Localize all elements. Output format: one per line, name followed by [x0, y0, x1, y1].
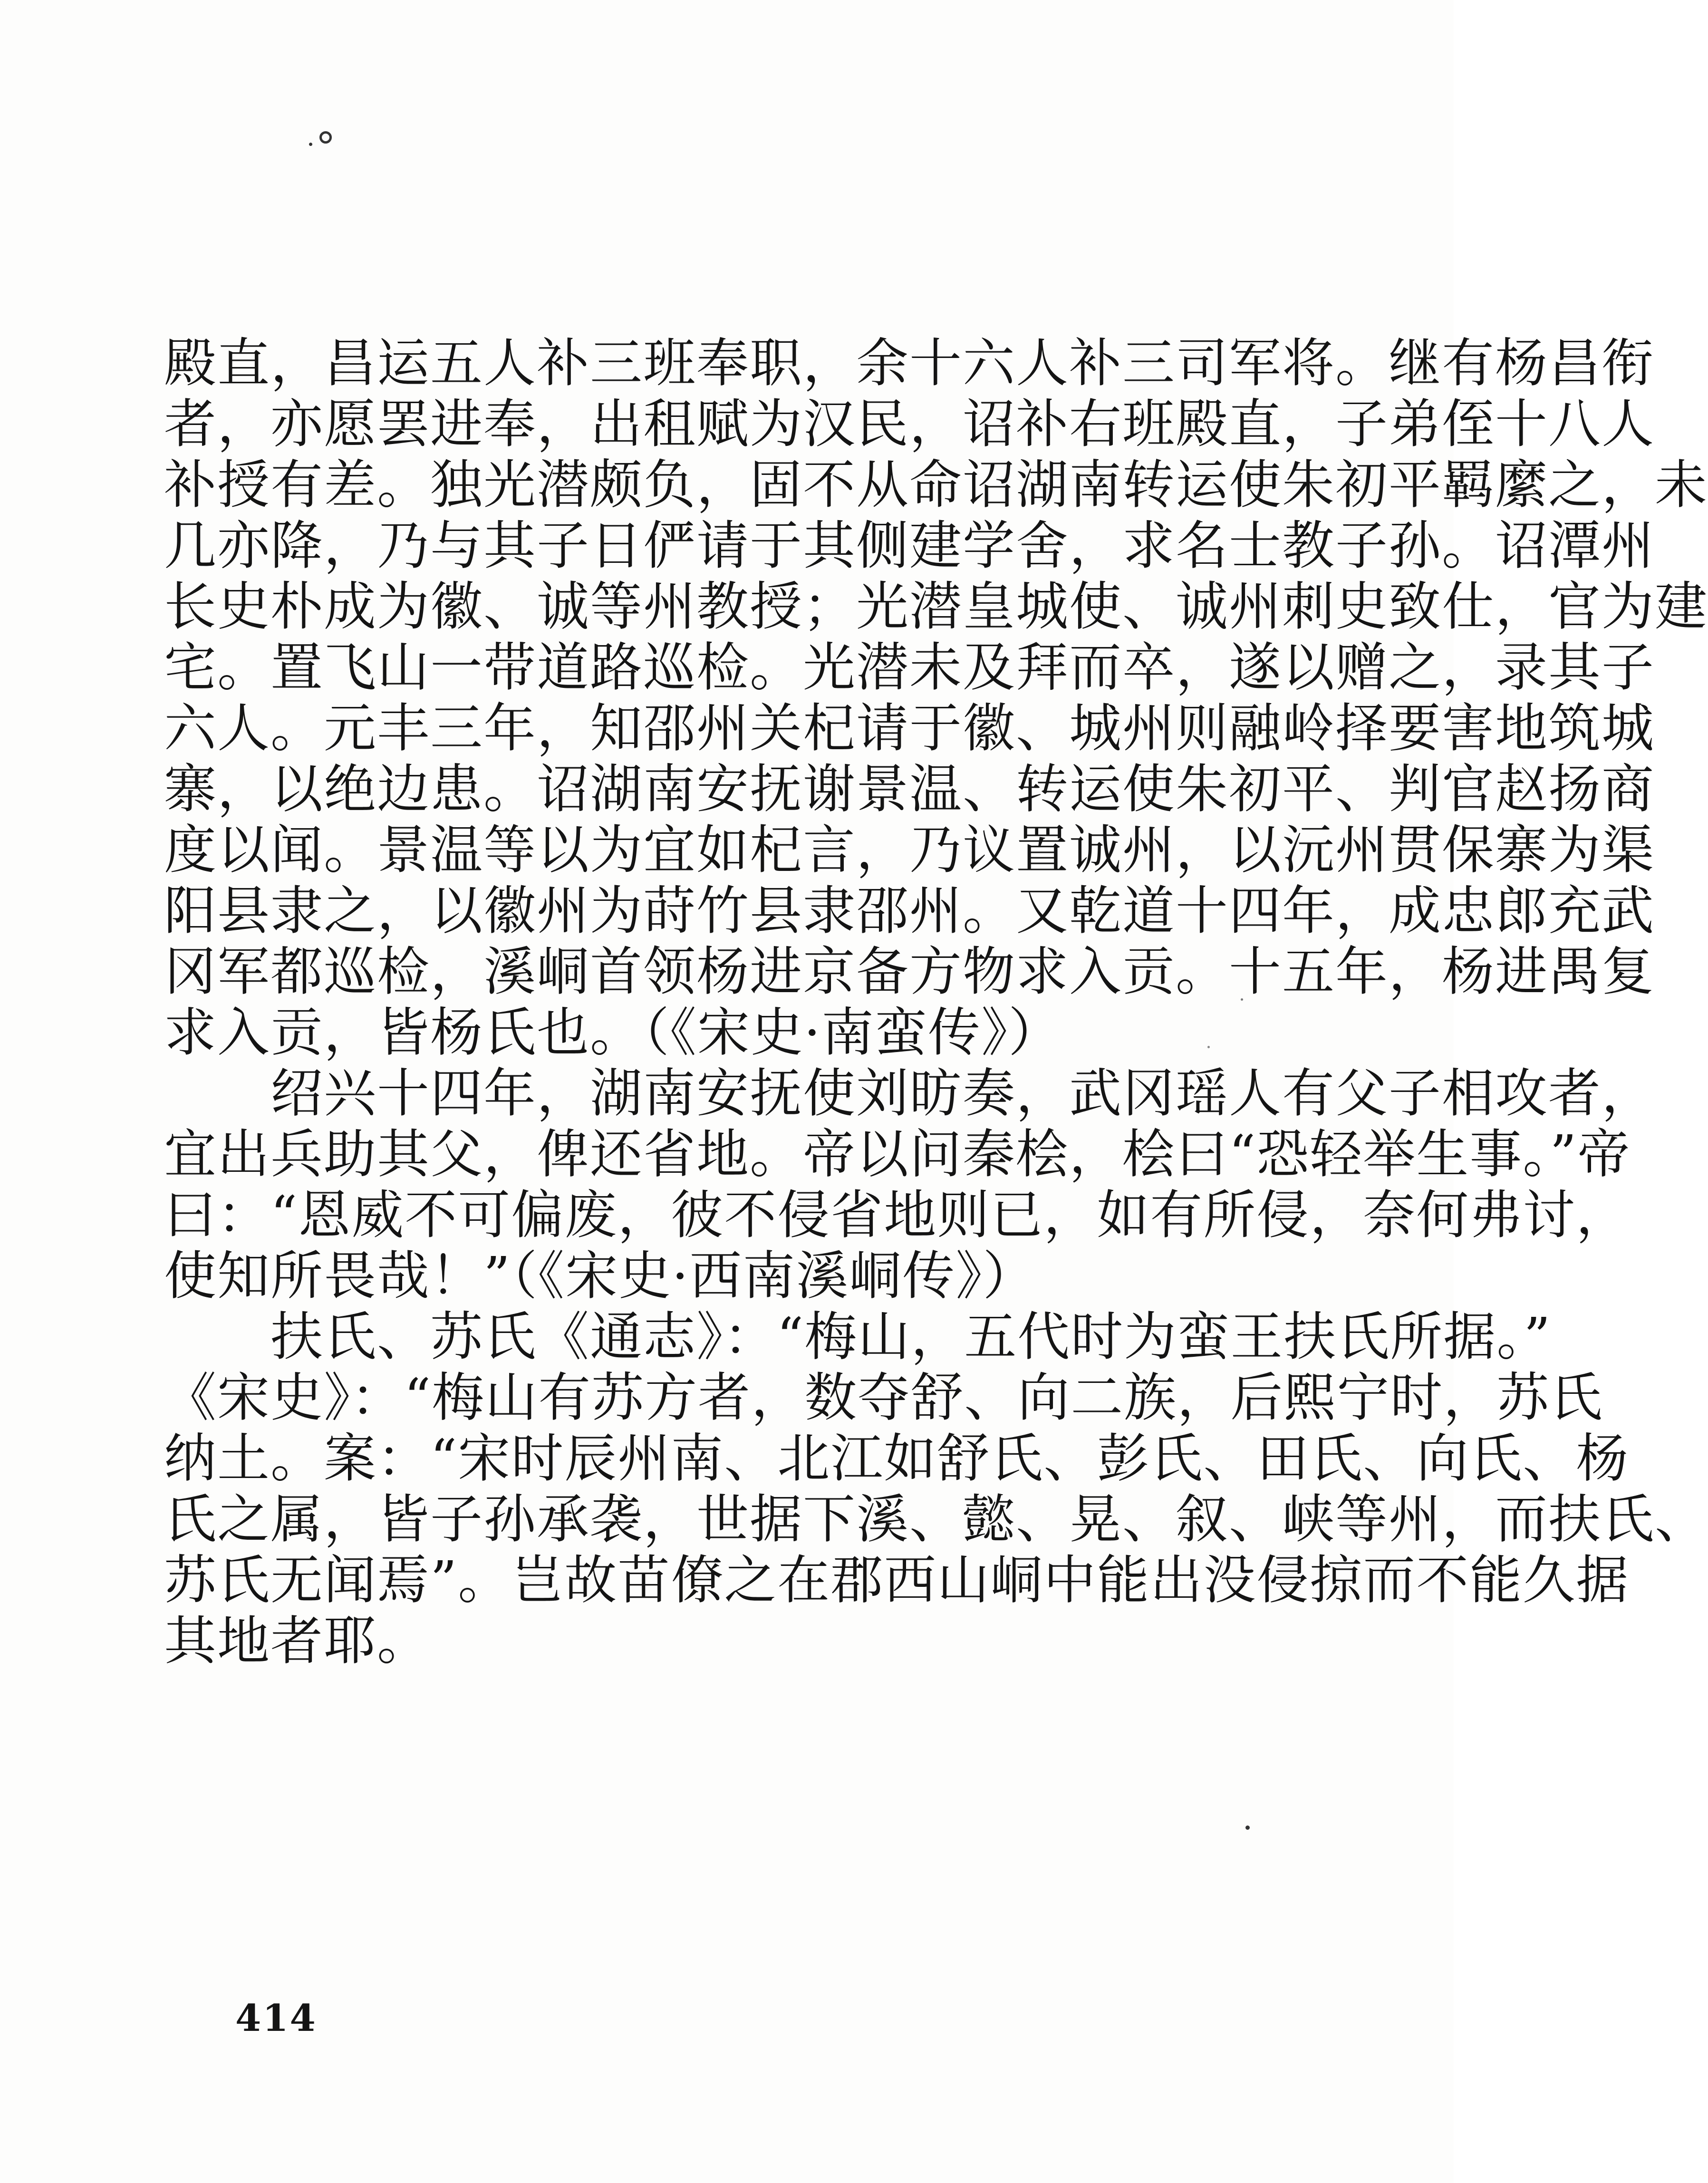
text-line: 长史朴成为徽、诚等州教授；光潜皇城使、诚州刺史致仕，官为建: [164, 576, 1708, 637]
text-line: 阳县隶之，以徽州为莳竹县隶邵州。又乾道十四年，成忠郎充武: [164, 880, 1655, 941]
text-line: 几亦降，乃与其子日俨请于其侧建学舍，求名士教子孙。诏潭州: [164, 515, 1655, 576]
text-line: 补授有差。独光潜颇负，固不从命诏湖南转运使朱初平羁縻之，未: [164, 454, 1708, 515]
text-line: 纳土。案：“宋时辰州南、北江如舒氏、彭氏、田氏、向氏、杨: [164, 1428, 1630, 1489]
text-line: 氏之属，皆子孙承袭，世据下溪、懿、晃、叙、峡等州，而扶氏、: [164, 1489, 1708, 1550]
text-line: 使知所畏哉！”（《宋史·西南溪峒传》）: [164, 1246, 1036, 1306]
text-line: 宅。置飞山一带道路巡检。光潜未及拜而卒，遂以赠之，录其子: [164, 637, 1655, 698]
text-line: 宜出兵助其父，俾还省地。帝以问秦桧，桧曰“恐轻举生事。”帝: [164, 1124, 1631, 1185]
page-number: 414: [235, 1997, 317, 2040]
text-line: 《宋史》：“梅山有苏方者，数夺舒、向二族，后熙宁时，苏氏: [164, 1367, 1603, 1428]
text-line: 曰：“恩威不可偏废，彼不侵省地则已，如有所侵，奈何弗讨，: [164, 1185, 1630, 1246]
scan-speck: [1245, 1826, 1250, 1830]
text-line: 者，亦愿罢进奉，出租赋为汉民，诏补右班殿直，子弟侄十八人: [164, 394, 1655, 454]
scan-speck: [319, 131, 332, 144]
text-line: 绍兴十四年，湖南安抚使刘昉奏，武冈瑶人有父子相攻者，: [270, 1063, 1655, 1124]
text-line: 求入贡，皆杨氏也。（《宋史·南蛮传》）: [164, 1002, 1061, 1063]
text-line: 寨，以绝边患。诏湖南安抚谢景温、转运使朱初平、判官赵扬商: [164, 759, 1655, 820]
text-line: 殿直，昌运五人补三班奉职，余十六人补三司军将。继有杨昌衔: [164, 333, 1655, 394]
text-line: 扶氏、苏氏《通志》：“梅山，五代时为蛮王扶氏所据。”: [270, 1306, 1552, 1367]
text-line: 六人。元丰三年，知邵州关杞请于徽、城州则融岭择要害地筑城: [164, 698, 1655, 759]
text-line: 其地者耶。: [164, 1611, 430, 1671]
body-text: [164, 333, 1708, 1671]
text-line: 苏氏无闻焉”。岂故苗僚之在郡西山峒中能出没侵掠而不能久据: [164, 1550, 1630, 1611]
text-line: 度以闻。景温等以为宜如杞言，乃议置诚州，以沅州贯保寨为渠: [164, 820, 1655, 880]
text-line: 冈军都巡检，溪峒首领杨进京备方物求入贡。十五年，杨进禺复: [164, 941, 1655, 1002]
scan-speck: [309, 143, 312, 146]
